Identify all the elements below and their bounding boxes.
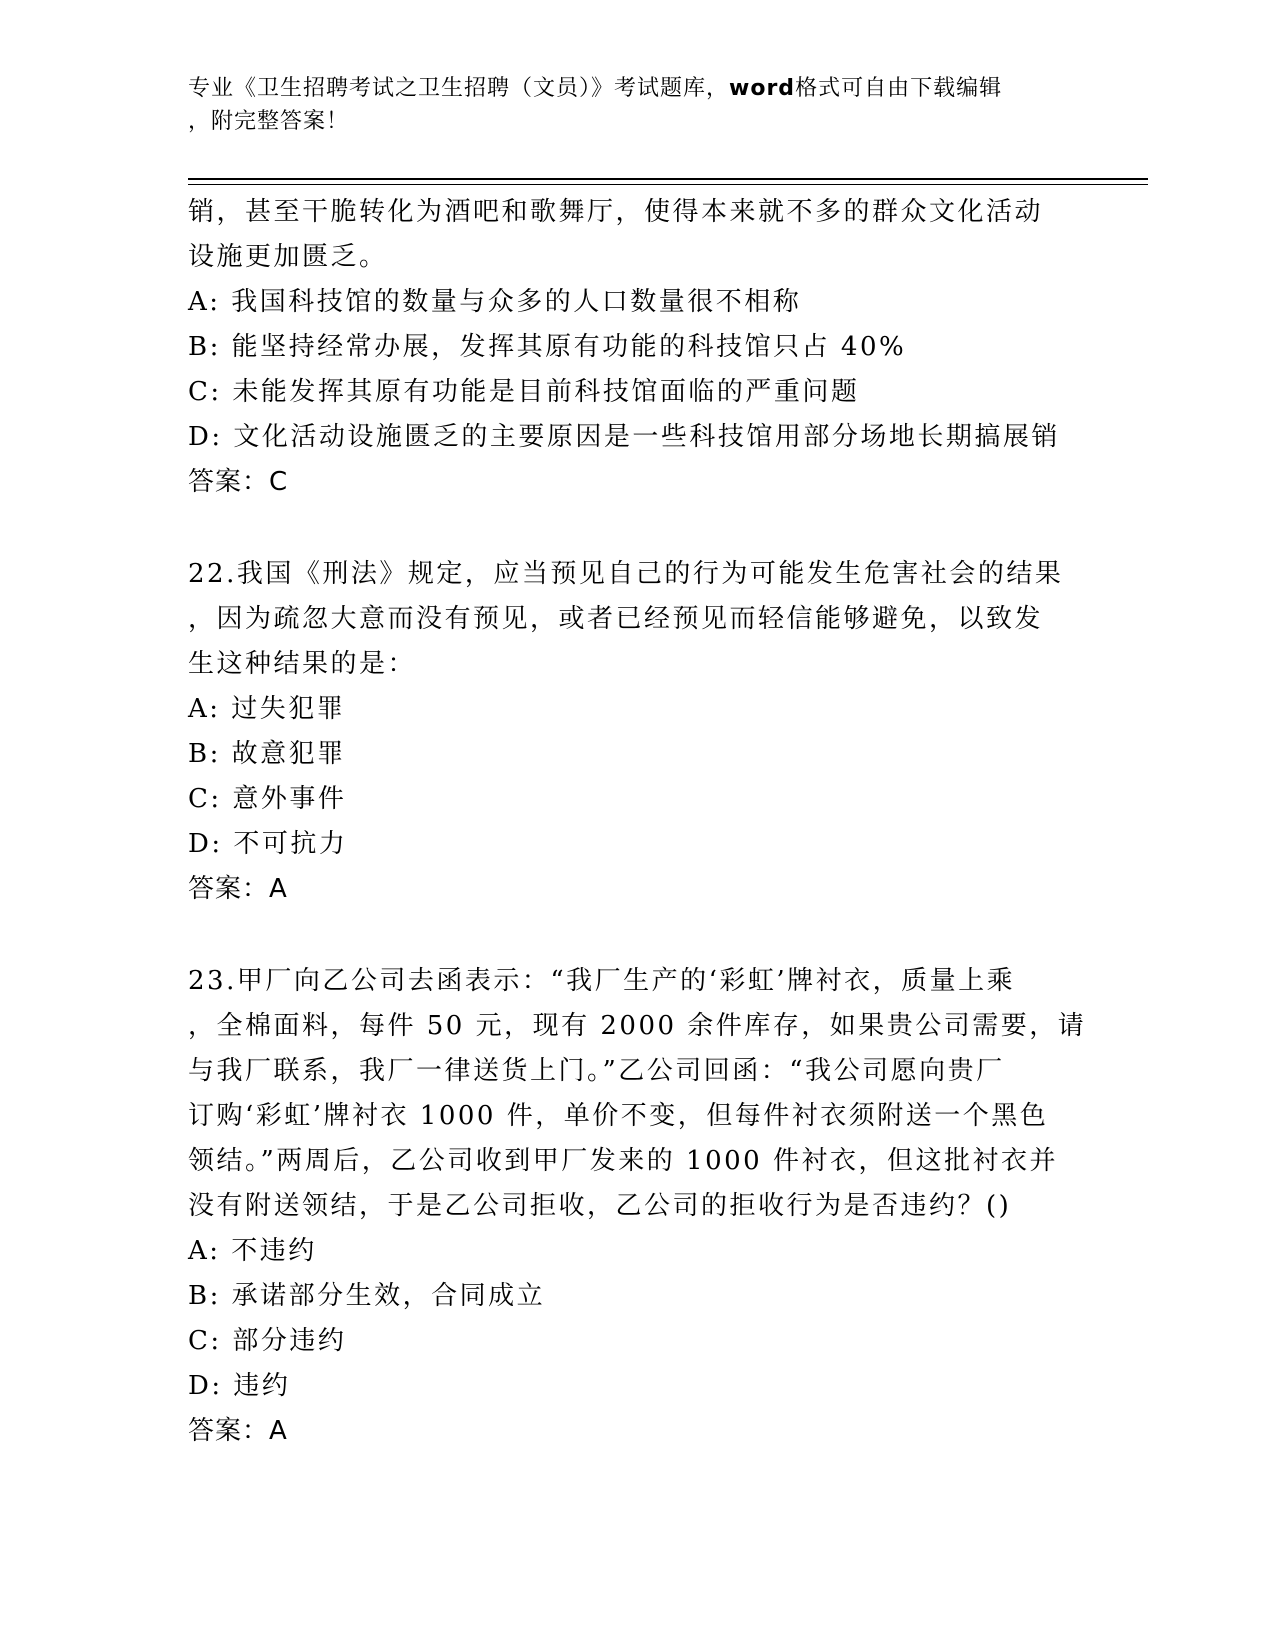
header-text-end: 格式可自由下载编辑 [795, 76, 1003, 101]
option-a: A: 不违约 [188, 1236, 317, 1266]
question-21 [188, 190, 1068, 505]
header-text: 专业《卫生招聘考试之卫生招聘（文员）》考试题库， [188, 76, 730, 101]
option-d: D: 文化活动设施匮乏的主要原因是一些科技馆用部分场地长期搞展销 [188, 422, 1060, 452]
answer: 答案：C [188, 467, 289, 497]
page-header [188, 72, 1068, 138]
option-b: B: 故意犯罪 [188, 739, 346, 769]
question-text-line: 生这种结果的是： [188, 649, 417, 679]
question-text-line: 销，甚至干脆转化为酒吧和歌舞厅，使得本来就不多的群众文化活动 [188, 197, 1044, 227]
question-text-line: 没有附送领结，于是乙公司拒收，乙公司的拒收行为是否违约？() [188, 1191, 1012, 1221]
question-text-line: 设施更加匮乏。 [188, 242, 388, 272]
question-text-line: ，全棉面料，每件 50 元，现有 2000 余件库存，如果贵公司需要，请 [188, 1011, 1087, 1041]
option-c: C: 未能发挥其原有功能是目前科技馆面临的严重问题 [188, 377, 860, 407]
option-a: A: 过失犯罪 [188, 694, 346, 724]
option-c: C: 部分违约 [188, 1326, 347, 1356]
spacer [188, 912, 1068, 959]
question-22 [188, 552, 1068, 912]
header-line-2: ，附完整答案！ [188, 109, 350, 134]
option-b: B: 能坚持经常办展，发挥其原有功能的科技馆只占 40% [188, 332, 907, 362]
spacer [188, 505, 1068, 552]
header-line-1 [188, 72, 1068, 105]
answer: 答案：A [188, 874, 288, 904]
document-body [188, 190, 1087, 1454]
question-text-line: ，因为疏忽大意而没有预见，或者已经预见而轻信能够避免，以致发 [188, 604, 1044, 634]
question-23 [188, 959, 1087, 1454]
option-d: D: 违约 [188, 1371, 291, 1401]
option-d: D: 不可抗力 [188, 829, 348, 859]
question-text-line: 订购‘彩虹’牌衬衣 1000 件，单价不变，但每件衬衣须附送一个黑色 [188, 1101, 1049, 1131]
option-c: C: 意外事件 [188, 784, 347, 814]
header-rule-thick [188, 178, 1148, 180]
header-word: word [729, 76, 796, 101]
option-a: A: 我国科技馆的数量与众多的人口数量很不相称 [188, 287, 802, 317]
question-text-line: 与我厂联系，我厂一律送货上门。”乙公司回函：“我公司愿向贵厂 [188, 1056, 1005, 1086]
answer: 答案：A [188, 1416, 288, 1446]
option-b: B: 承诺部分生效，合同成立 [188, 1281, 546, 1311]
question-text-line: 22.我国《刑法》规定，应当预见自己的行为可能发生危害社会的结果 [188, 559, 1064, 589]
question-text-line: 23.甲厂向乙公司去函表示：“我厂生产的‘彩虹’牌衬衣，质量上乘 [188, 966, 1016, 996]
question-text-line: 领结。”两周后，乙公司收到甲厂发来的 1000 件衬衣，但这批衬衣并 [188, 1146, 1058, 1176]
header-rule-thin [188, 184, 1148, 185]
